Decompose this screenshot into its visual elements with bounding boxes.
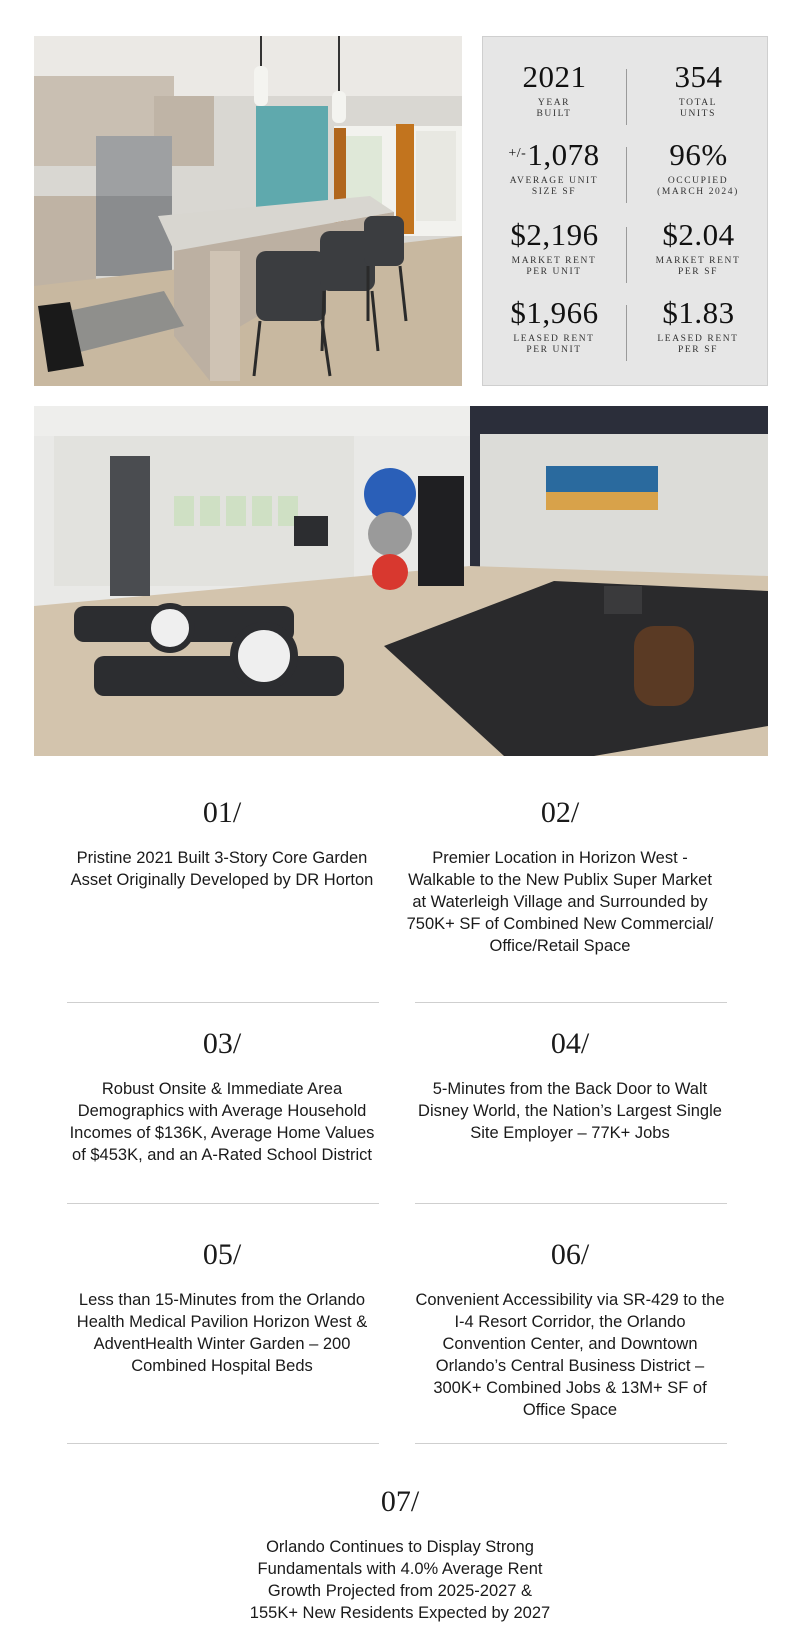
stat-value: 2021 <box>522 59 587 94</box>
highlight-number: 02/ <box>540 796 580 829</box>
stat-value: $2,196 <box>510 217 599 252</box>
stat-year-built <box>483 59 625 120</box>
stat-market-rent-unit <box>483 217 625 278</box>
highlight-text: Less than 15-Minutes from the Orlando Health Medical Pavilion Horizon West & AdventHealth Winter Garden – 200 Combined Hospital Beds <box>76 1291 368 1375</box>
kitchen-photo <box>34 36 462 386</box>
stat-value: 354 <box>674 59 723 94</box>
highlight-number: 04/ <box>550 1027 590 1060</box>
highlight-text: Pristine 2021 Built 3-Story Core Garden Asset Originally Developed by DR Horton <box>70 849 374 889</box>
stat-market-rent-sf <box>627 217 769 278</box>
highlight-01 <box>67 795 377 891</box>
stat-row <box>483 295 767 369</box>
highlight-text: Convenient Accessibility via SR-429 to the I-4 Resort Corridor, the Orlando Convention Center, and Downtown Orlando’s Central Business District – 300K+ Combined Jobs & 13M+ SF of Office Space <box>415 1291 725 1419</box>
highlight-06 <box>415 1237 725 1421</box>
stat-row <box>483 217 767 291</box>
highlight-number: 05/ <box>202 1238 242 1271</box>
highlight-07 <box>245 1484 555 1624</box>
stat-value: $2.04 <box>662 217 735 252</box>
highlight-04 <box>415 1026 725 1144</box>
highlight-text: Orlando Continues to Display Strong Fundamentals with 4.0% Average Rent Growth Projected from 2025-2027 & 155K+ New Residents Expected by 2027 <box>249 1538 551 1622</box>
divider-line <box>415 1203 727 1204</box>
stat-leased-rent-sf <box>627 295 769 356</box>
divider-line <box>67 1203 379 1204</box>
stat-row <box>483 59 767 133</box>
stat-label: MARKET RENT PER UNIT <box>511 256 597 277</box>
property-stats-panel <box>482 36 768 386</box>
divider-line <box>415 1002 727 1003</box>
highlight-03 <box>67 1026 377 1166</box>
divider-line <box>415 1443 727 1444</box>
stat-value: +/-1,078 <box>508 137 600 172</box>
highlight-05 <box>67 1237 377 1377</box>
stat-label: TOTAL UNITS <box>678 98 718 119</box>
divider-line <box>67 1002 379 1003</box>
stat-label: AVERAGE UNIT SIZE SF <box>509 176 599 197</box>
stat-occupied <box>627 137 769 198</box>
highlight-02 <box>405 795 715 957</box>
highlight-number: 07/ <box>380 1485 420 1518</box>
stat-row <box>483 137 767 211</box>
fitness-center-photo <box>34 406 768 756</box>
highlight-number: 03/ <box>202 1027 242 1060</box>
stat-value: $1,966 <box>510 295 599 330</box>
highlight-text: Premier Location in Horizon West - Walkable to the New Publix Super Market at Waterleigh Village and Surrounded by 750K+ SF of Combined New Commercial/ Office/Retail Space <box>406 849 714 955</box>
divider-line <box>67 1443 379 1444</box>
stat-total-units <box>627 59 769 120</box>
highlight-number: 06/ <box>550 1238 590 1271</box>
stat-leased-rent-unit <box>483 295 625 356</box>
stat-value: $1.83 <box>662 295 735 330</box>
stat-label: OCCUPIED (MARCH 2024) <box>657 176 739 197</box>
stat-average-unit-size <box>483 137 625 198</box>
stat-label: YEAR BUILT <box>536 98 572 119</box>
stat-label: MARKET RENT PER SF <box>655 256 741 277</box>
highlight-number: 01/ <box>202 796 242 829</box>
stat-label: LEASED RENT PER UNIT <box>513 334 595 355</box>
highlight-text: 5-Minutes from the Back Door to Walt Disney World, the Nation’s Largest Single Site Employer – 77K+ Jobs <box>418 1080 722 1142</box>
stat-value: 96% <box>669 137 728 172</box>
stat-label: LEASED RENT PER SF <box>657 334 739 355</box>
highlight-text: Robust Onsite & Immediate Area Demographics with Average Household Incomes of $136K, Average Home Values of $453K, and an A-Rated School District <box>69 1080 375 1164</box>
